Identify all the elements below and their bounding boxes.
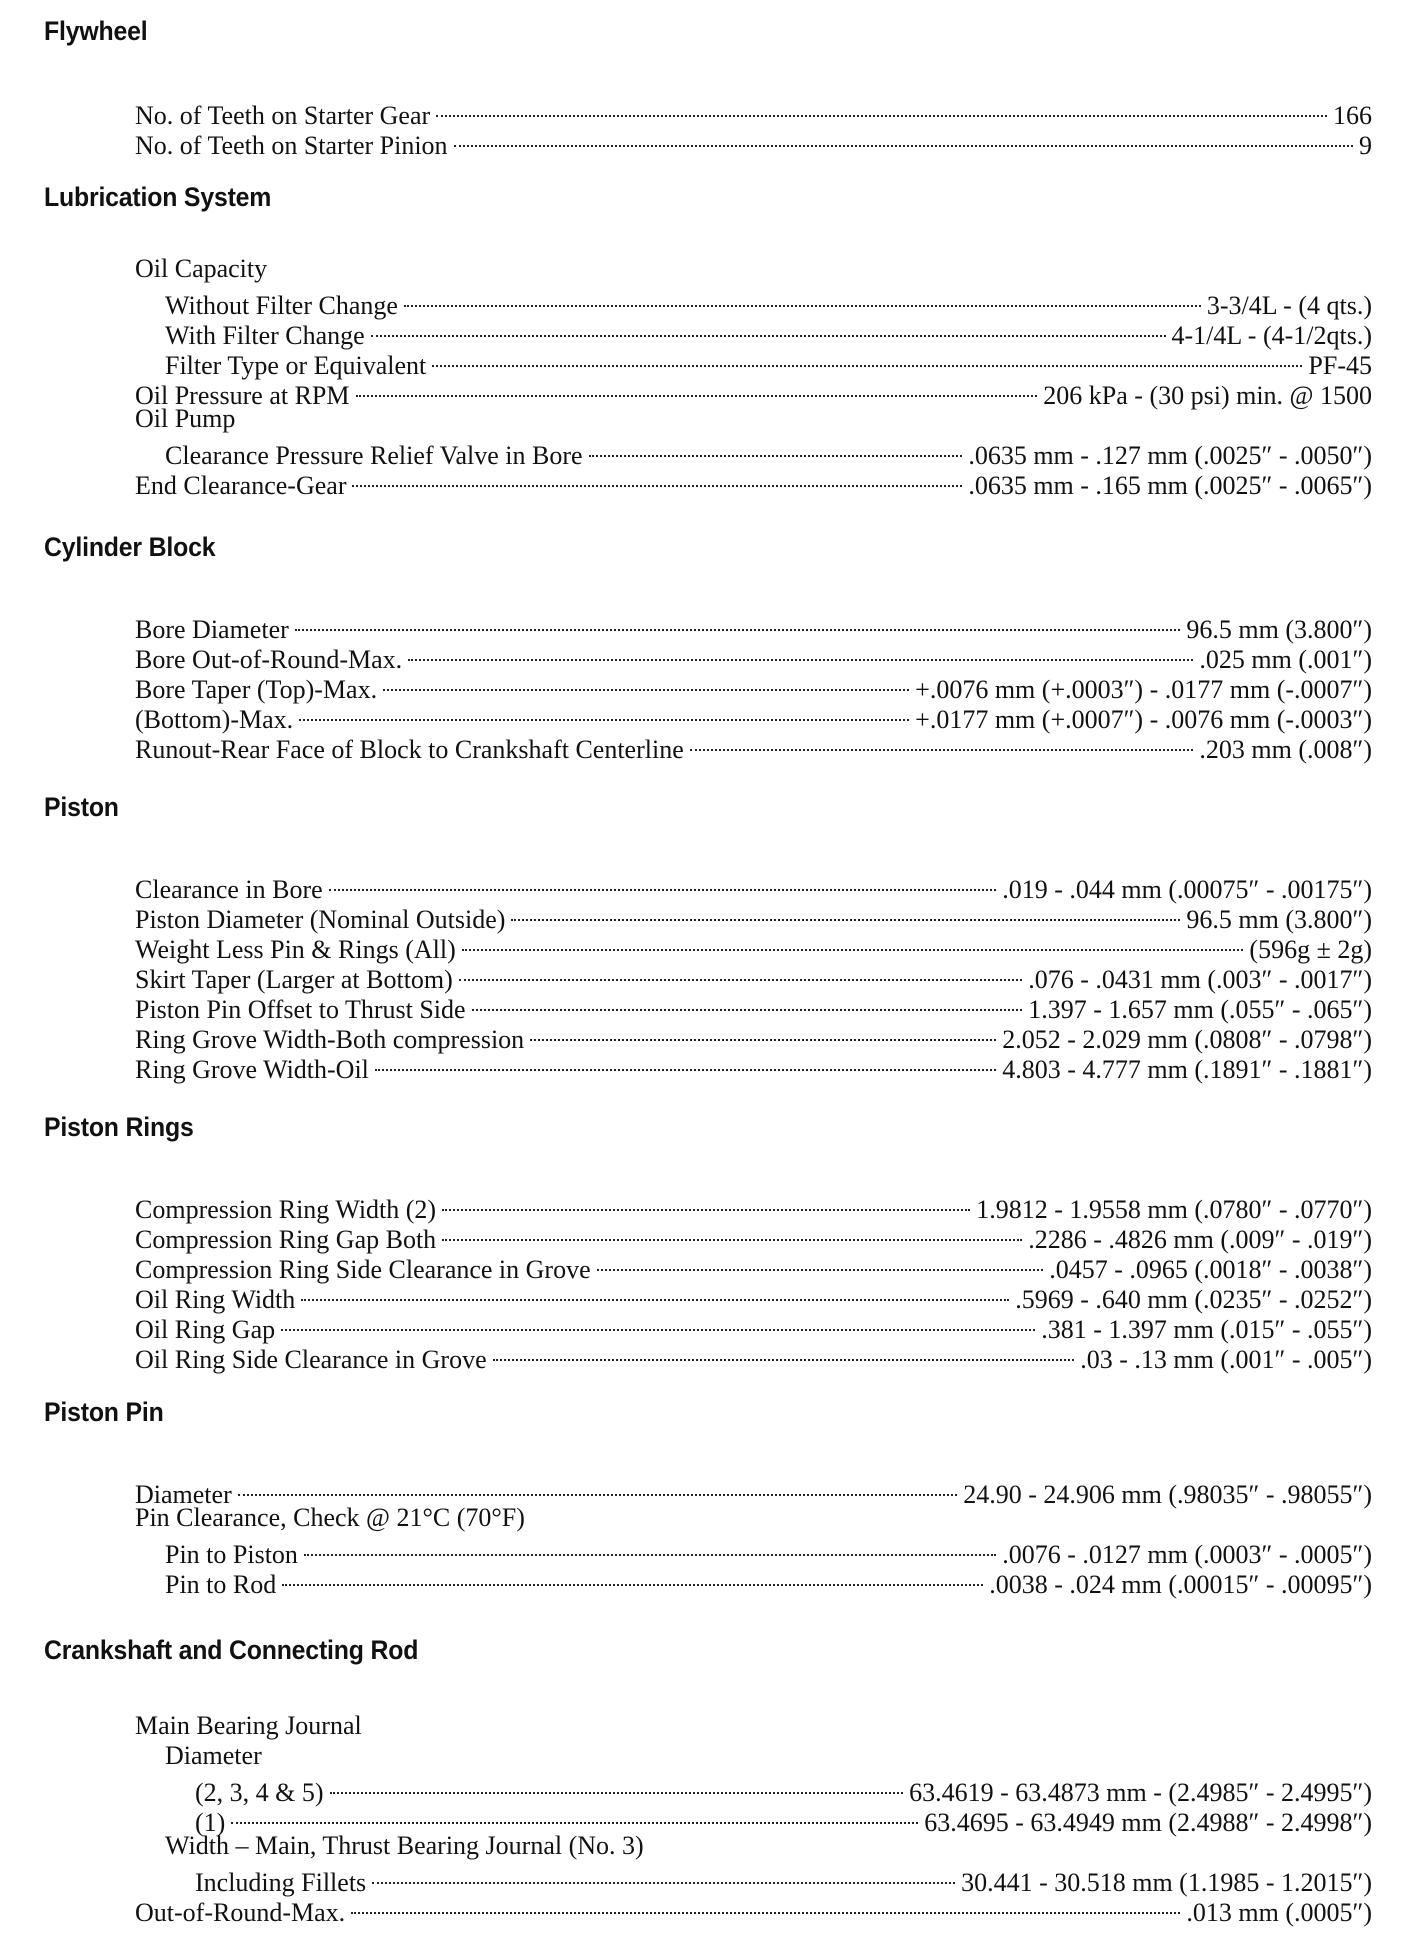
spec-value: .0457 - .0965 (.0018″ - .0038″) [1049, 1255, 1372, 1284]
section-title: Cylinder Block [44, 532, 216, 562]
spec-label: Compression Ring Width (2) [135, 1195, 437, 1224]
spec-list [0, 254, 1408, 500]
section-title: Piston Pin [44, 1397, 164, 1427]
spec-value: 24.90 - 24.906 mm (.98035″ - .98055″) [963, 1480, 1372, 1509]
dot-leader [301, 1278, 1009, 1308]
dot-leader [383, 668, 909, 698]
section-lubrication-system [0, 180, 1408, 500]
dot-leader [589, 434, 963, 464]
dot-leader [371, 314, 1166, 344]
dot-leader [282, 1563, 983, 1593]
spec-label: Out-of-Round-Max. [135, 1898, 346, 1927]
dot-leader [299, 698, 909, 728]
section-title: Lubrication System [44, 182, 272, 212]
spec-label: Including Fillets [195, 1868, 367, 1897]
dot-leader [375, 1048, 996, 1078]
spec-value: .03 - .13 mm (.001″ - .005″) [1080, 1345, 1372, 1374]
spec-label: Pin Clearance, Check @ 21°C (70°F) [135, 1503, 525, 1532]
section-piston [0, 790, 1408, 1084]
spec-list [0, 608, 1408, 764]
spec-row [135, 728, 1372, 764]
dot-leader [352, 464, 962, 494]
spec-label: Without Filter Change [165, 291, 398, 320]
spec-label: Compression Ring Side Clearance in Grove [135, 1255, 591, 1284]
spec-value: 3-3/4L - (4 qts.) [1206, 291, 1372, 320]
spec-label: Main Bearing Journal [135, 1711, 362, 1740]
dot-leader [330, 1771, 904, 1801]
spec-row [165, 284, 1372, 320]
dot-leader [442, 1188, 970, 1218]
spec-value: +.0177 mm (+.0007″) - .0076 mm (-.0003″) [915, 705, 1372, 734]
spec-value: 96.5 mm (3.800″) [1186, 615, 1372, 644]
spec-subheading [135, 1711, 1372, 1741]
dot-leader [404, 284, 1201, 314]
spec-label: Compression Ring Gap Both [135, 1225, 437, 1254]
spec-value: +.0076 mm (+.0003″) - .0177 mm (-.0007″) [915, 675, 1372, 704]
dot-leader [432, 344, 1302, 374]
spec-label: Bore Taper (Top)-Max. [135, 675, 378, 704]
spec-label: No. of Teeth on Starter Pinion [135, 131, 448, 160]
spec-row [135, 1473, 1372, 1509]
spec-label: End Clearance-Gear [135, 471, 347, 500]
spec-value: .203 mm (.008″) [1199, 735, 1372, 764]
spec-value: PF-45 [1308, 351, 1372, 380]
spec-label: Diameter [165, 1741, 262, 1770]
spec-label: Pin to Piston [165, 1540, 298, 1569]
dot-leader [231, 1801, 918, 1831]
spec-label: Skirt Taper (Larger at Bottom) [135, 965, 453, 994]
spec-row [165, 1533, 1372, 1569]
spec-value: .381 - 1.397 mm (.015″ - .055″) [1041, 1315, 1372, 1344]
dot-leader [472, 988, 1023, 1018]
spec-list [0, 1711, 1408, 1927]
spec-value: .013 mm (.0005″) [1186, 1898, 1372, 1927]
spec-value: (596g ± 2g) [1249, 935, 1372, 964]
spec-label: Ring Grove Width-Both compression [135, 1025, 525, 1054]
dot-leader [356, 374, 1038, 404]
spec-label: Bore Diameter [135, 615, 289, 644]
spec-label: Oil Capacity [135, 254, 268, 283]
spec-label: Clearance Pressure Relief Valve in Bore [165, 441, 583, 470]
section-cylinder-block [0, 530, 1408, 764]
dot-leader [459, 958, 1022, 988]
spec-value: .0635 mm - .127 mm (.0025″ - .0050″) [968, 441, 1372, 470]
section-crankshaft-connecting-rod [0, 1633, 1408, 1927]
spec-value: .025 mm (.001″) [1199, 645, 1372, 674]
dot-leader [690, 728, 1194, 758]
section-piston-rings [0, 1110, 1408, 1374]
spec-label: (Bottom)-Max. [135, 705, 294, 734]
spec-list [0, 868, 1408, 1084]
spec-value: .2286 - .4826 mm (.009″ - .019″) [1028, 1225, 1372, 1254]
spec-list [0, 94, 1408, 160]
spec-row [135, 94, 1372, 130]
spec-label: Bore Out-of-Round-Max. [135, 645, 403, 674]
section-piston-pin [0, 1395, 1408, 1599]
dot-leader [597, 1248, 1044, 1278]
spec-label: Clearance in Bore [135, 875, 323, 904]
spec-label: Width – Main, Thrust Bearing Journal (No. 3) [165, 1831, 644, 1860]
spec-row [195, 1861, 1372, 1897]
spec-value: 96.5 mm (3.800″) [1186, 905, 1372, 934]
spec-value: 1.9812 - 1.9558 mm (.0780″ - .0770″) [976, 1195, 1372, 1224]
spec-label: With Filter Change [165, 321, 365, 350]
spec-row [135, 638, 1372, 674]
dot-leader [329, 868, 997, 898]
dot-leader [511, 898, 1180, 928]
spec-label: Filter Type or Equivalent [165, 351, 427, 380]
section-title: Flywheel [44, 16, 148, 46]
spec-value: .076 - .0431 mm (.003″ - .0017″) [1028, 965, 1372, 994]
spec-value: 4.803 - 4.777 mm (.1891″ - .1881″) [1002, 1055, 1372, 1084]
spec-label: Oil Ring Gap [135, 1315, 276, 1344]
spec-list [0, 1473, 1408, 1599]
spec-value: .019 - .044 mm (.00075″ - .00175″) [1002, 875, 1372, 904]
dot-leader [295, 608, 1181, 638]
spec-value: .5969 - .640 mm (.0235″ - .0252″) [1015, 1285, 1372, 1314]
spec-subheading [135, 254, 1372, 284]
spec-label: Diameter [135, 1480, 232, 1509]
spec-value: 4-1/4L - (4-1/2qts.) [1171, 321, 1372, 350]
spec-label: Ring Grove Width-Oil [135, 1055, 369, 1084]
spec-value: 1.397 - 1.657 mm (.055″ - .065″) [1028, 995, 1372, 1024]
spec-value: 63.4619 - 63.4873 mm - (2.4985″ - 2.4995″) [909, 1778, 1372, 1807]
spec-label: Oil Pump [135, 404, 236, 433]
spec-label: (2, 3, 4 & 5) [195, 1778, 324, 1807]
dot-leader [351, 1891, 1180, 1921]
spec-value: 2.052 - 2.029 mm (.0808″ - .0798″) [1002, 1025, 1372, 1054]
spec-row [195, 1771, 1372, 1807]
spec-label: Oil Ring Width [135, 1285, 296, 1314]
section-title: Crankshaft and Connecting Rod [44, 1635, 419, 1665]
spec-label: Piston Diameter (Nominal Outside) [135, 905, 506, 934]
dot-leader [493, 1338, 1075, 1368]
dot-leader [372, 1861, 955, 1891]
dot-leader [442, 1218, 1022, 1248]
spec-value: 206 kPa - (30 psi) min. @ 1500 [1043, 381, 1372, 410]
dot-leader [281, 1308, 1035, 1338]
dot-leader [454, 124, 1353, 154]
spec-label: Pin to Rod [165, 1570, 277, 1599]
spec-value: 30.441 - 30.518 mm (1.1985 - 1.2015″) [961, 1868, 1372, 1897]
dot-leader [436, 94, 1327, 124]
dot-leader [408, 638, 1193, 668]
spec-value: .0635 mm - .165 mm (.0025″ - .0065″) [968, 471, 1372, 500]
spec-row [135, 868, 1372, 904]
spec-label: Piston Pin Offset to Thrust Side [135, 995, 466, 1024]
section-title: Piston Rings [44, 1112, 194, 1142]
spec-value: 63.4695 - 63.4949 mm (2.4988″ - 2.4998″) [924, 1808, 1372, 1837]
spec-value: .0076 - .0127 mm (.0003″ - .0005″) [1002, 1540, 1372, 1569]
section-flywheel [0, 14, 1408, 160]
spec-label: Oil Pressure at RPM [135, 381, 350, 410]
spec-row [135, 1188, 1372, 1224]
spec-value: .0038 - .024 mm (.00015″ - .00095″) [989, 1570, 1372, 1599]
spec-label: Runout-Rear Face of Block to Crankshaft Centerline [135, 735, 684, 764]
spec-label: Oil Ring Side Clearance in Grove [135, 1345, 487, 1374]
dot-leader [530, 1018, 996, 1048]
spec-label: No. of Teeth on Starter Gear [135, 101, 431, 130]
spec-label: Weight Less Pin & Rings (All) [135, 935, 456, 964]
section-title: Piston [44, 792, 119, 822]
spec-row [135, 608, 1372, 644]
spec-subheading [165, 1741, 1372, 1771]
dot-leader [462, 928, 1244, 958]
dot-leader [304, 1533, 996, 1563]
spec-value: 166 [1333, 101, 1372, 130]
spec-list [0, 1188, 1408, 1374]
dot-leader [238, 1473, 958, 1503]
spec-row [165, 434, 1372, 470]
spec-label: (1) [195, 1808, 226, 1837]
spec-value: 9 [1359, 131, 1372, 160]
